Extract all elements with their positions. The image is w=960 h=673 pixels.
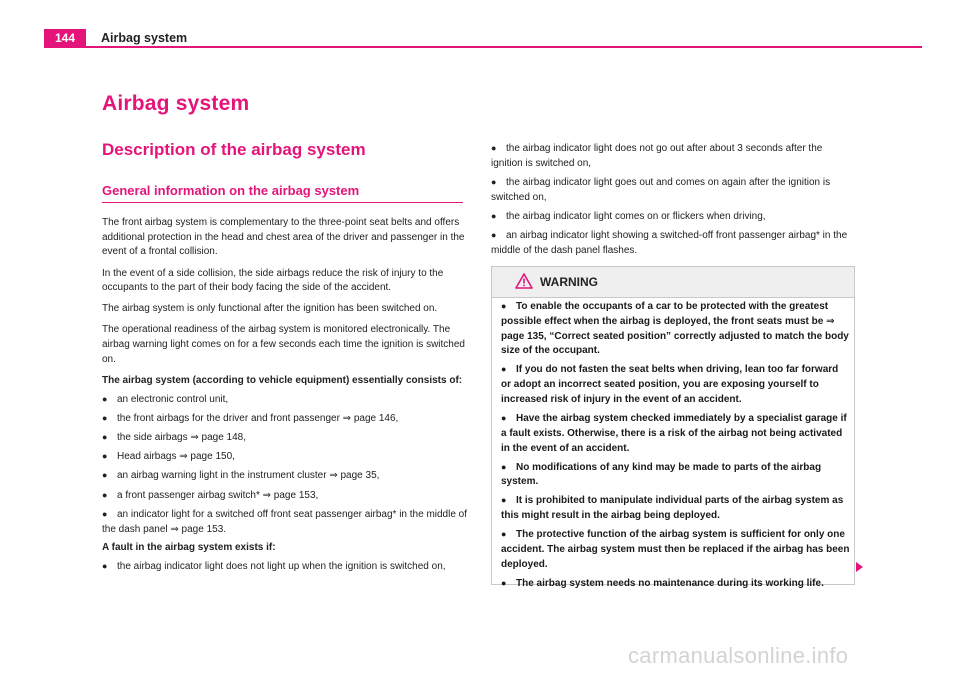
bullet-icon: ●: [102, 470, 108, 481]
fault-item-text: the airbag indicator light comes on or flickers when driving,: [506, 210, 766, 222]
component-item-text: Head airbags ⇒ page 150,: [117, 451, 235, 463]
fault-item: [491, 228, 853, 258]
subsection-title: General information on the airbag system: [102, 183, 360, 198]
component-item: [102, 507, 468, 537]
components-list: [102, 392, 468, 538]
component-item: [102, 468, 468, 484]
right-column: [491, 141, 853, 262]
component-item-text: an electronic control unit,: [117, 393, 229, 405]
bullet-icon: ●: [102, 489, 108, 500]
bullet-icon: ●: [491, 230, 497, 241]
warning-item: [501, 527, 851, 572]
ignition-paragraph: The airbag system is only functional after the ignition has been switched on.: [102, 303, 438, 315]
warning-item-text: The airbag system needs no maintenance during its working life.: [516, 577, 824, 589]
warning-item: [501, 460, 851, 491]
fault-list: [102, 559, 468, 575]
warning-title: WARNING: [540, 275, 598, 289]
component-item-text: a front passenger airbag switch* ⇒ page 153,: [117, 489, 319, 501]
component-item: [102, 449, 468, 465]
bullet-icon: ●: [491, 176, 497, 187]
warning-item: [501, 493, 851, 524]
chapter-title: Airbag system: [102, 92, 250, 115]
side-collision-paragraph: In the event of a side collision, the side airbags reduce the risk of injury to the occupants to the part of their body facing the side of the accident.: [102, 267, 444, 294]
fault-item-text: the airbag indicator light goes out and comes on again after the ignition is switched on,: [491, 176, 831, 203]
fault-item: [491, 141, 853, 171]
warning-item-text: The protective function of the airbag system is sufficient for only one accident. The airbag system must then be replaced if the airbag has been deployed.: [501, 529, 850, 570]
bullet-icon: ●: [102, 508, 108, 519]
bullet-icon: ●: [102, 393, 108, 404]
fault-heading: A fault in the airbag system exists if:: [102, 542, 276, 554]
fault-item: [491, 209, 853, 225]
subsection-rule: [102, 202, 463, 203]
components-heading: The airbag system (according to vehicle equipment) essentially consists of:: [102, 374, 463, 386]
bullet-icon: ●: [491, 143, 497, 153]
component-item: [102, 488, 468, 504]
component-item-text: the side airbags ⇒ page 148,: [117, 432, 247, 443]
monitoring-paragraph: The operational readiness of the airbag system is monitored electronically. The airbag warning light comes on for a few seconds each time the ignition is switched on.: [102, 324, 465, 365]
warning-item-text: To enable the occupants of a car to be protected with the greatest possible effect when the airbag is deployed, the front seats must be ⇒ page 135, “Correct seated position” correctly adjusted to match the body size of the occupant.: [501, 301, 849, 357]
intro-paragraph: The front airbag system is complementary to the three-point seat belts and offers additional protection in the head and chest area of the driver and passenger in the event of a frontal collision.: [102, 217, 465, 258]
bullet-icon: ●: [501, 364, 507, 375]
page-number: 144: [44, 29, 86, 48]
warning-item-text: If you do not fasten the seat belts when driving, lean too far forward or adopt an incorrect seated position, you are exposing yourself to increased risk of injury in the event of an accident.: [501, 364, 839, 405]
warning-item-text: It is prohibited to manipulate individual parts of the airbag system as this might result in the airbag being deployed.: [501, 495, 844, 522]
watermark: carmanualsonline.info: [628, 643, 849, 668]
warning-item-text: No modifications of any kind may be made to parts of the airbag system.: [501, 461, 822, 488]
bullet-icon: ●: [501, 461, 507, 472]
warning-item-text: Have the airbag system checked immediately by a specialist garage if a fault exists. Otherwise, there is a risk of the airbag not being activated in the event of an accident.: [501, 412, 847, 454]
fault-list-continued: [491, 141, 853, 258]
bullet-icon: ●: [102, 412, 108, 423]
section-title: Description of the airbag system: [102, 140, 366, 159]
warning-box: [491, 266, 855, 589]
bullet-icon: ●: [501, 495, 507, 506]
component-item-text: an airbag warning light in the instrument cluster ⇒ page 35,: [117, 470, 380, 482]
warning-header: [492, 267, 854, 298]
component-item: [102, 430, 468, 446]
warning-item: [501, 299, 851, 359]
fault-item: [102, 559, 468, 575]
bullet-icon: ●: [102, 560, 108, 571]
left-column: [102, 216, 468, 578]
component-item: [102, 411, 468, 427]
fault-item-text: an airbag indicator light showing a switched-off front passenger airbag* in the middle of the dash panel flashes.: [491, 230, 848, 256]
fault-item-text: the airbag indicator light does not go out after about 3 seconds after the ignition is switched on,: [491, 143, 823, 169]
bullet-icon: ●: [501, 577, 507, 588]
component-item-text: an indicator light for a switched off front seat passenger airbag* in the middle of the dash panel ⇒ page 153.: [102, 508, 468, 535]
bullet-icon: ●: [501, 301, 507, 311]
warning-item: [501, 411, 851, 456]
fault-item: [491, 175, 853, 205]
warning-list: [501, 299, 851, 595]
fault-item-text: the airbag indicator light does not light up when the ignition is switched on,: [117, 560, 446, 572]
warning-item: [501, 362, 851, 407]
bullet-icon: ●: [102, 432, 108, 442]
bullet-icon: ●: [102, 451, 108, 462]
bullet-icon: ●: [491, 210, 497, 221]
bullet-icon: ●: [501, 529, 507, 540]
warning-item: [501, 576, 851, 592]
header-rule: [86, 46, 922, 48]
component-item: [102, 392, 468, 408]
warning-triangle-icon: [515, 273, 533, 289]
running-header-title: Airbag system: [101, 31, 188, 45]
continue-arrow-icon: [856, 562, 863, 572]
bullet-icon: ●: [501, 412, 507, 423]
component-item-text: the front airbags for the driver and front passenger ⇒ page 146,: [117, 412, 399, 424]
